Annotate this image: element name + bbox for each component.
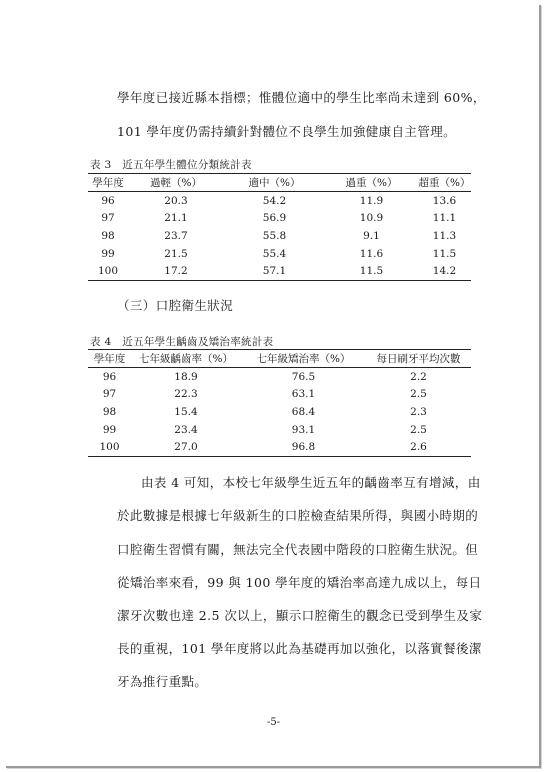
table-cell: 54.2 [262, 194, 287, 207]
table-cell: 68.4 [291, 405, 316, 418]
table-cell: 11.6 [359, 247, 384, 260]
conclusion-line-5: 潔牙次數也達 2.5 次以上，顯示口腔衛生的觀念已受到學生及家 [117, 608, 483, 623]
table-cell: 17.2 [128, 262, 224, 280]
intro-line-1: 學年度已接近縣本指標；惟體位適中的學生比率尚未達到 60%， [117, 90, 486, 105]
table4-header: 學年度 [88, 350, 131, 368]
table-row [88, 438, 471, 456]
table4-header-row [88, 350, 471, 368]
conclusion-line-6: 長的重視，101 學年度將以此為基礎再加以強化，以落實餐後潔 [117, 641, 482, 656]
table-cell: 2.2 [410, 370, 427, 383]
table4-header: 七年級齲齒率（%） [131, 350, 241, 368]
table-row [88, 262, 471, 280]
table-cell: 15.4 [174, 405, 198, 418]
table3-header: 學年度 [88, 174, 128, 192]
table-cell: 27.0 [131, 438, 241, 456]
table-cell: 18.9 [174, 370, 198, 383]
table-cell: 2.5 [410, 388, 427, 401]
table-cell: 13.6 [432, 194, 457, 207]
table-cell: 55.4 [262, 247, 287, 260]
table-cell: 96.8 [241, 438, 366, 456]
page-number: -5- [266, 717, 281, 728]
table3-header: 適中（%） [224, 174, 325, 192]
table-cell: 99 [101, 247, 115, 260]
table-cell: 99 [102, 423, 117, 436]
conclusion-line-1: 由表 4 可知，本校七年級學生近五年的齲齒率互有增減，由 [141, 475, 481, 490]
table-cell: 2.6 [366, 438, 471, 456]
table-row [88, 245, 471, 263]
table-cell: 76.5 [291, 370, 316, 383]
table-cell: 100 [88, 262, 128, 280]
conclusion-line-3: 口腔衛生習慣有關，無法完全代表國中階段的口腔衛生狀況。但 [117, 542, 479, 557]
conclusion-line-2: 於此數據是根據七年級新生的口腔檢查結果所得，與國小時期的 [117, 508, 479, 523]
table4-caption: 表 4 近五年學生齲齒及矯治率統計表 [90, 336, 274, 348]
table-cell: 21.5 [164, 247, 188, 260]
table-cell: 55.8 [262, 229, 287, 242]
conclusion-line-7: 牙為推行重點。 [117, 674, 208, 689]
table-row [88, 403, 471, 421]
table-cell: 97 [102, 388, 117, 401]
table-cell: 93.1 [291, 423, 316, 436]
table-cell: 11.3 [432, 229, 457, 242]
table-cell: 9.1 [363, 229, 380, 242]
table-cell: 11.5 [432, 247, 457, 260]
section-heading-oral-hygiene: （三）口腔衛生狀況 [117, 298, 234, 313]
table-cell: 11.5 [325, 262, 418, 280]
table-cell: 2.3 [410, 405, 427, 418]
table-cell: 14.2 [418, 262, 471, 280]
table4 [88, 349, 471, 457]
conclusion-line-4: 從矯治率來看，99 與 100 學年度的矯治率高達九成以上，每日 [117, 575, 482, 590]
table-cell: 21.1 [164, 212, 188, 225]
table-cell: 2.5 [410, 423, 427, 436]
table-cell: 22.3 [174, 388, 198, 401]
table4-header: 七年級矯治率（%） [241, 350, 366, 368]
table-cell: 96 [101, 194, 115, 207]
table4-header: 每日刷牙平均次數 [366, 350, 471, 368]
table-row [88, 386, 471, 404]
table-cell: 96 [102, 370, 117, 383]
table-cell: 11.1 [432, 212, 457, 225]
table3-header-row [88, 174, 471, 192]
table-cell: 23.7 [164, 229, 188, 242]
table-cell: 100 [88, 438, 131, 456]
table3-caption: 表 3 近五年學生體位分類統計表 [90, 159, 252, 171]
table-row [88, 421, 471, 439]
table3 [88, 173, 471, 281]
table-cell: 98 [102, 405, 117, 418]
table3-header: 過輕（%） [128, 174, 224, 192]
table3-header: 過重（%） [325, 174, 418, 192]
table-cell: 98 [101, 229, 115, 242]
intro-line-2: 101 學年度仍需持續針對體位不良學生加強健康自主管理。 [117, 124, 457, 139]
table-row [88, 227, 471, 245]
table-cell: 57.1 [224, 262, 325, 280]
table-cell: 20.3 [164, 194, 188, 207]
table-cell: 56.9 [262, 212, 287, 225]
table3-header: 超重（%） [418, 174, 471, 192]
table-cell: 23.4 [174, 423, 198, 436]
table-row [88, 210, 471, 228]
table-cell: 11.9 [359, 194, 384, 207]
table-cell: 97 [101, 212, 115, 225]
table-cell: 10.9 [359, 212, 384, 225]
table-row [88, 368, 471, 386]
table-cell: 63.1 [291, 388, 316, 401]
table-row [88, 192, 471, 210]
